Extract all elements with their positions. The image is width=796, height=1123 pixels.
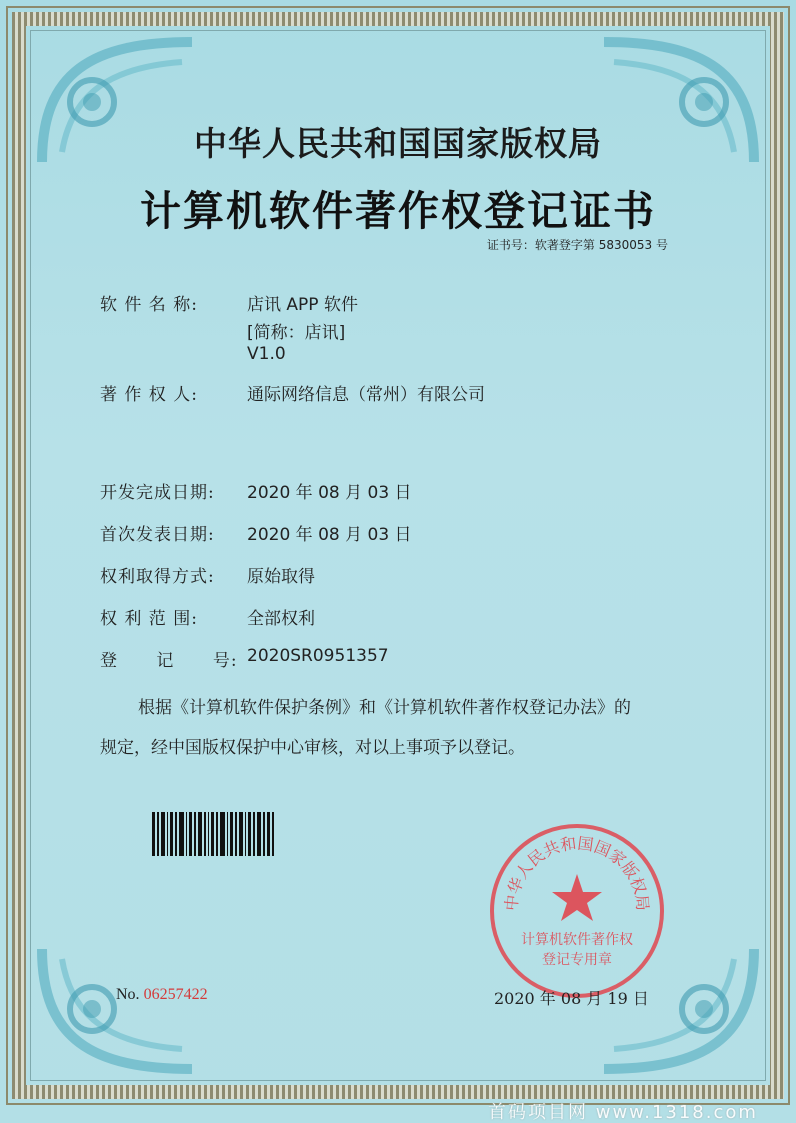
certificate-title: 计算机软件著作权登记证书 [140,187,656,235]
serial-number [116,986,208,1004]
issue-date: 2020 年 08 月 19 日 [494,989,649,1008]
official-seal [488,822,666,1000]
seal-center-line-2: 登记专用章 [542,952,612,968]
scope-value: 全部权利 [247,609,315,629]
barcode [152,812,274,856]
software-name-label: 软 件 名 称: [100,295,198,315]
pub-date-value: 2020 年 08 月 03 日 [247,525,412,545]
seal-center-line-1: 计算机软件著作权 [521,932,633,948]
statement-line-1: 根据《计算机软件保护条例》和《计算机软件著作权登记办法》的 [138,698,631,718]
version-value: V1.0 [247,344,286,364]
dev-date-label: 开发完成日期: [100,483,215,503]
serial-value: 06257422 [143,986,208,1003]
acquire-label: 权利取得方式: [100,567,215,587]
pub-date-label: 首次发表日期: [100,525,215,545]
statement [100,688,690,768]
scope-label: 权 利 范 围: [100,609,198,629]
software-name-value: 店讯 APP 软件 [247,295,358,315]
watermark-text: 首码项目网 www.1318.com [488,1102,758,1123]
owner-label: 著 作 权 人: [100,385,198,405]
registration-label: 登 记 号: [100,651,238,671]
seal-star-icon [552,874,602,921]
registration-number: 2020SR0951357 [247,646,389,666]
seal-ring-text: 中华人民共和国国家版权局 [501,833,653,912]
certificate-number: 证书号：软著登字第 5830053 号 [486,238,668,252]
corner-ornament-bottom-left [32,939,202,1079]
serial-prefix: No. [116,986,140,1003]
owner-value: 通际网络信息（常州）有限公司 [247,385,485,405]
short-name-value: [简称：店讯] [247,323,346,343]
dev-date-value: 2020 年 08 月 03 日 [247,483,412,503]
statement-line-2: 规定，经中国版权保护中心审核，对以上事项予以登记。 [100,738,525,758]
acquire-value: 原始取得 [247,567,315,587]
issuer-title: 中华人民共和国国家版权局 [194,124,602,163]
